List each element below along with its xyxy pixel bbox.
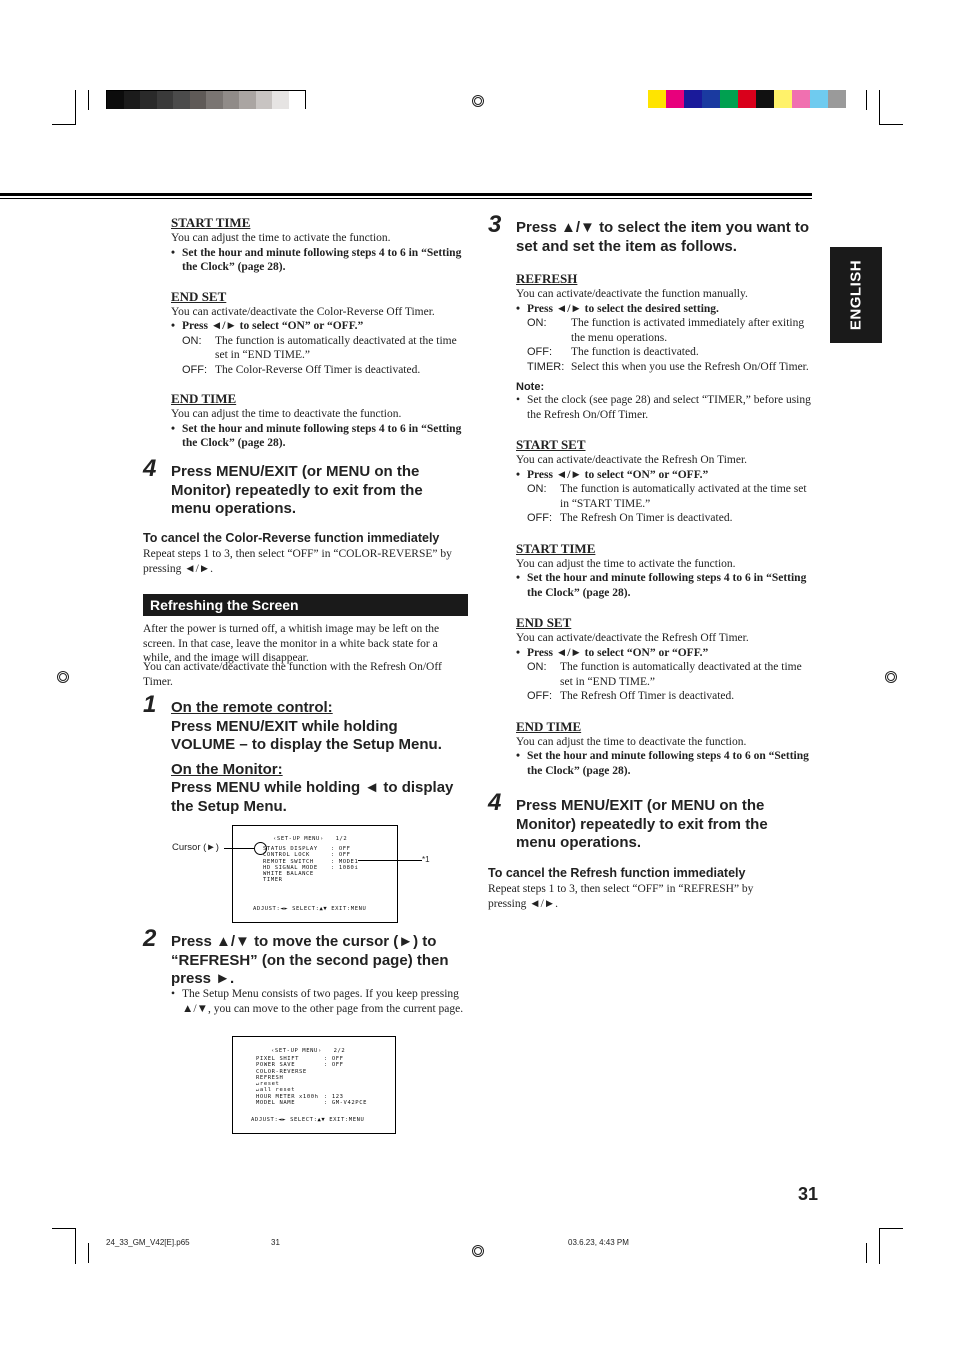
color-swatch	[720, 90, 738, 108]
end-time-bullet: • Set the hour and minute following steps 4 to 6 in “Setting the Clock” (page 28).	[171, 422, 471, 451]
page-number: 31	[798, 1184, 819, 1204]
start-set-bullet: • Press ◄/► to select “ON” or “OFF.”	[516, 468, 812, 483]
refresh-heading: REFRESH	[516, 271, 578, 286]
start-time-heading-right: START TIME	[516, 540, 596, 556]
color-swatch	[256, 91, 273, 109]
osd-row: PIXEL SHIFT : OFF	[256, 1056, 344, 1062]
language-tab-label: ENGLISH	[847, 259, 865, 331]
start-time-text: You can adjust the time to activate the function.	[171, 232, 391, 244]
end-set-option-off: OFF: The Color-Reverse Off Timer is deactivated.	[182, 363, 421, 376]
osd-row: ↵all reset	[256, 1087, 296, 1094]
step-4-number-right: 4	[488, 789, 502, 816]
color-swatch	[738, 90, 756, 108]
section-title-bar	[143, 594, 468, 616]
osd-row: WHITE BALANCE	[263, 871, 314, 878]
color-swatch	[666, 90, 684, 108]
footer-date: 03.6.23, 4:43 PM	[568, 1238, 629, 1247]
osd-row: HD SIGNAL MODE : 1080i	[263, 864, 359, 871]
refresh-intro-2: You can activate/deactivate the function with the Refresh On/Off Timer.	[143, 661, 442, 688]
refresh-option-on: ON: The function is activated immediately after exiting the menu operations.	[527, 317, 805, 344]
osd-row: POWER SAVE : OFF	[256, 1062, 344, 1069]
cursor-label: Cursor (►)	[172, 842, 219, 853]
color-swatch	[157, 91, 174, 109]
step-1-number: 1	[143, 691, 157, 718]
start-time-text-right: You can adjust the time to activate the function.	[516, 557, 736, 570]
start-set-option-off: OFF: The Refresh On Timer is deactivated.	[527, 512, 733, 524]
color-swatch	[124, 91, 141, 109]
color-swatch	[792, 90, 810, 108]
osd-row: ↵reset	[256, 1081, 280, 1088]
note-heading: Note:	[516, 381, 545, 393]
end-set-option-on-right: ON: The function is automatically deactivated at the time set in “END TIME.”	[527, 661, 802, 688]
left-column	[171, 215, 471, 451]
note-bullet: • Set the clock (see page 28) and select “TIMER,” before using the Refresh On/Off Timer.	[516, 393, 812, 422]
color-swatch	[272, 91, 289, 109]
right-column	[516, 271, 812, 778]
color-swatch	[828, 90, 846, 108]
setup-menu-page2	[232, 1036, 396, 1134]
start-time-bullet-right: • Set the hour and minute following steps 4 to 6 in “Setting the Clock” (page 28).	[516, 571, 812, 600]
step-4-text: Press MENU/EXIT (or MENU on the Monitor) repeatedly to exit from the menu operations.	[171, 463, 423, 517]
end-time-bullet-right: • Set the hour and minute following steps 4 to 6 on “Setting the Clock” (page 28).	[516, 749, 812, 778]
osd2-footer: ADJUST:◄► SELECT:▲▼ EXIT:MENU	[251, 1117, 365, 1123]
step-2-text: Press ▲/▼ to move the cursor (►) to “REFRESH” (on the second page) then press ►.	[171, 933, 449, 987]
setup-menu-page1	[232, 825, 398, 923]
refresh-option-timer: TIMER: Select this when you use the Refresh On/Off Timer.	[527, 360, 809, 373]
step-1-block	[171, 699, 466, 816]
color-swatch	[702, 90, 720, 108]
cancel-color-reverse-text: Repeat steps 1 to 3, then select “OFF” in “COLOR-REVERSE” by pressing ◄/►.	[143, 548, 452, 575]
header-rule-thin	[0, 198, 812, 199]
header-rule	[0, 193, 812, 196]
registration-mark-top	[471, 94, 485, 108]
section-title: Refreshing the Screen	[150, 597, 299, 613]
osd-row: STATUS DISPLAY : OFF	[263, 846, 351, 852]
osd-row: HOUR METER x100h : 123	[256, 1093, 344, 1100]
cancel-color-reverse-heading: To cancel the Color-Reverse function immediately	[143, 531, 440, 545]
registration-mark-left	[56, 670, 70, 684]
step-2-bullet: • The Setup Menu consists of two pages. If you keep pressing ▲/▼, you can move to the other page from the current page.	[171, 987, 472, 1016]
osd2-title: ‹SET-UP MENU› 2/2	[271, 1048, 346, 1054]
color-swatch	[684, 90, 702, 108]
color-swatch	[107, 91, 124, 109]
osd1-footer: ADJUST:◄► SELECT:▲▼ EXIT:MENU	[253, 906, 367, 912]
color-swatch	[223, 91, 240, 109]
color-bar-right	[648, 90, 846, 107]
osd-row: REMOTE SWITCH : MODE1	[263, 858, 359, 865]
step-3-number: 3	[488, 211, 502, 238]
registration-mark-bottom	[471, 1244, 485, 1258]
color-swatch	[206, 91, 223, 109]
refresh-text: You can activate/deactivate the function manually.	[516, 288, 748, 300]
end-set-text: You can activate/deactivate the Color-Reverse Off Timer.	[171, 305, 435, 318]
registration-mark-right	[884, 670, 898, 684]
end-time-heading-right: END TIME	[516, 718, 582, 734]
color-swatch	[140, 91, 157, 109]
step-4-text-right: Press MENU/EXIT (or MENU on the Monitor) repeatedly to exit from the menu operations.	[516, 797, 768, 851]
color-swatch	[756, 90, 774, 108]
color-bar-left	[106, 90, 306, 109]
start-set-heading: START SET	[516, 437, 586, 452]
end-time-heading: END TIME	[171, 391, 237, 406]
footer-page: 31	[271, 1238, 280, 1247]
color-swatch	[810, 90, 828, 108]
osd-row: CONTROL LOCK : OFF	[263, 852, 351, 859]
color-swatch	[648, 90, 666, 108]
step-1-remote-label: On the remote control:	[171, 699, 333, 716]
refresh-intro: After the power is turned off, a whitish image may be left on the screen. In that case, leave the monitor in a white back state for a while, and the image will disappear.	[143, 623, 440, 664]
end-set-option-on: ON: The function is automatically deactivated at the time set in “END TIME.”	[182, 334, 457, 361]
color-swatch	[190, 91, 207, 109]
start-time-heading: START TIME	[171, 215, 251, 230]
osd-row: COLOR-REVERSE	[256, 1068, 307, 1075]
footer-file: 24_33_GM_V42[E].p65	[106, 1238, 190, 1247]
step-4-number: 4	[143, 455, 157, 482]
color-swatch	[289, 91, 306, 109]
start-set-text: You can activate/deactivate the Refresh On Timer.	[516, 454, 748, 466]
end-set-heading: END SET	[171, 288, 227, 304]
step-1-remote-text: Press MENU/EXIT while holding VOLUME – to display the Setup Menu.	[171, 717, 442, 753]
end-set-bullet-right: • Press ◄/► to select “ON” or “OFF.”	[516, 646, 812, 661]
refresh-option-off: OFF: The function is deactivated.	[527, 346, 699, 358]
step-1-monitor-label: On the Monitor:	[171, 760, 283, 778]
osd-row: MODEL NAME : GM-V42PCE	[256, 1100, 368, 1107]
end-time-text-right: You can adjust the time to deactivate the function.	[516, 735, 747, 748]
end-time-text: You can adjust the time to deactivate the function.	[171, 408, 402, 420]
start-set-option-on: ON: The function is automatically activated at the time set in “START TIME.”	[527, 483, 807, 510]
language-tab	[830, 247, 882, 343]
cancel-refresh-text: Repeat steps 1 to 3, then select “OFF” in “REFRESH” by pressing ◄/►.	[488, 883, 754, 910]
step-1-monitor-text: Press MENU while holding ◄ to display the Setup Menu.	[171, 779, 454, 815]
osd1-title: ‹SET-UP MENU› 1/2	[273, 836, 348, 842]
end-set-option-off-right: OFF: The Refresh Off Timer is deactivated.	[527, 690, 735, 702]
color-swatch	[239, 91, 256, 109]
refresh-bullet: • Press ◄/► to select the desired setting.	[516, 302, 812, 317]
cancel-refresh-heading: To cancel the Refresh function immediately	[488, 866, 746, 880]
osd-row: REFRESH	[256, 1074, 284, 1081]
end-set-text-right: You can activate/deactivate the Refresh Off Timer.	[516, 632, 749, 644]
color-swatch	[774, 90, 792, 108]
step-3-text: Press ▲/▼ to select the item you want to set and set the item as follows.	[516, 219, 810, 255]
color-swatch	[173, 91, 190, 109]
end-set-bullet: • Press ◄/► to select “ON” or “OFF.”	[171, 319, 471, 334]
start-time-bullet: • Set the hour and minute following steps 4 to 6 in “Setting the Clock” (page 28).	[171, 246, 471, 275]
note-marker: *1	[422, 855, 430, 864]
end-set-heading-right: END SET	[516, 615, 572, 630]
step-2-number: 2	[143, 925, 157, 952]
osd-row: TIMER	[263, 877, 283, 884]
